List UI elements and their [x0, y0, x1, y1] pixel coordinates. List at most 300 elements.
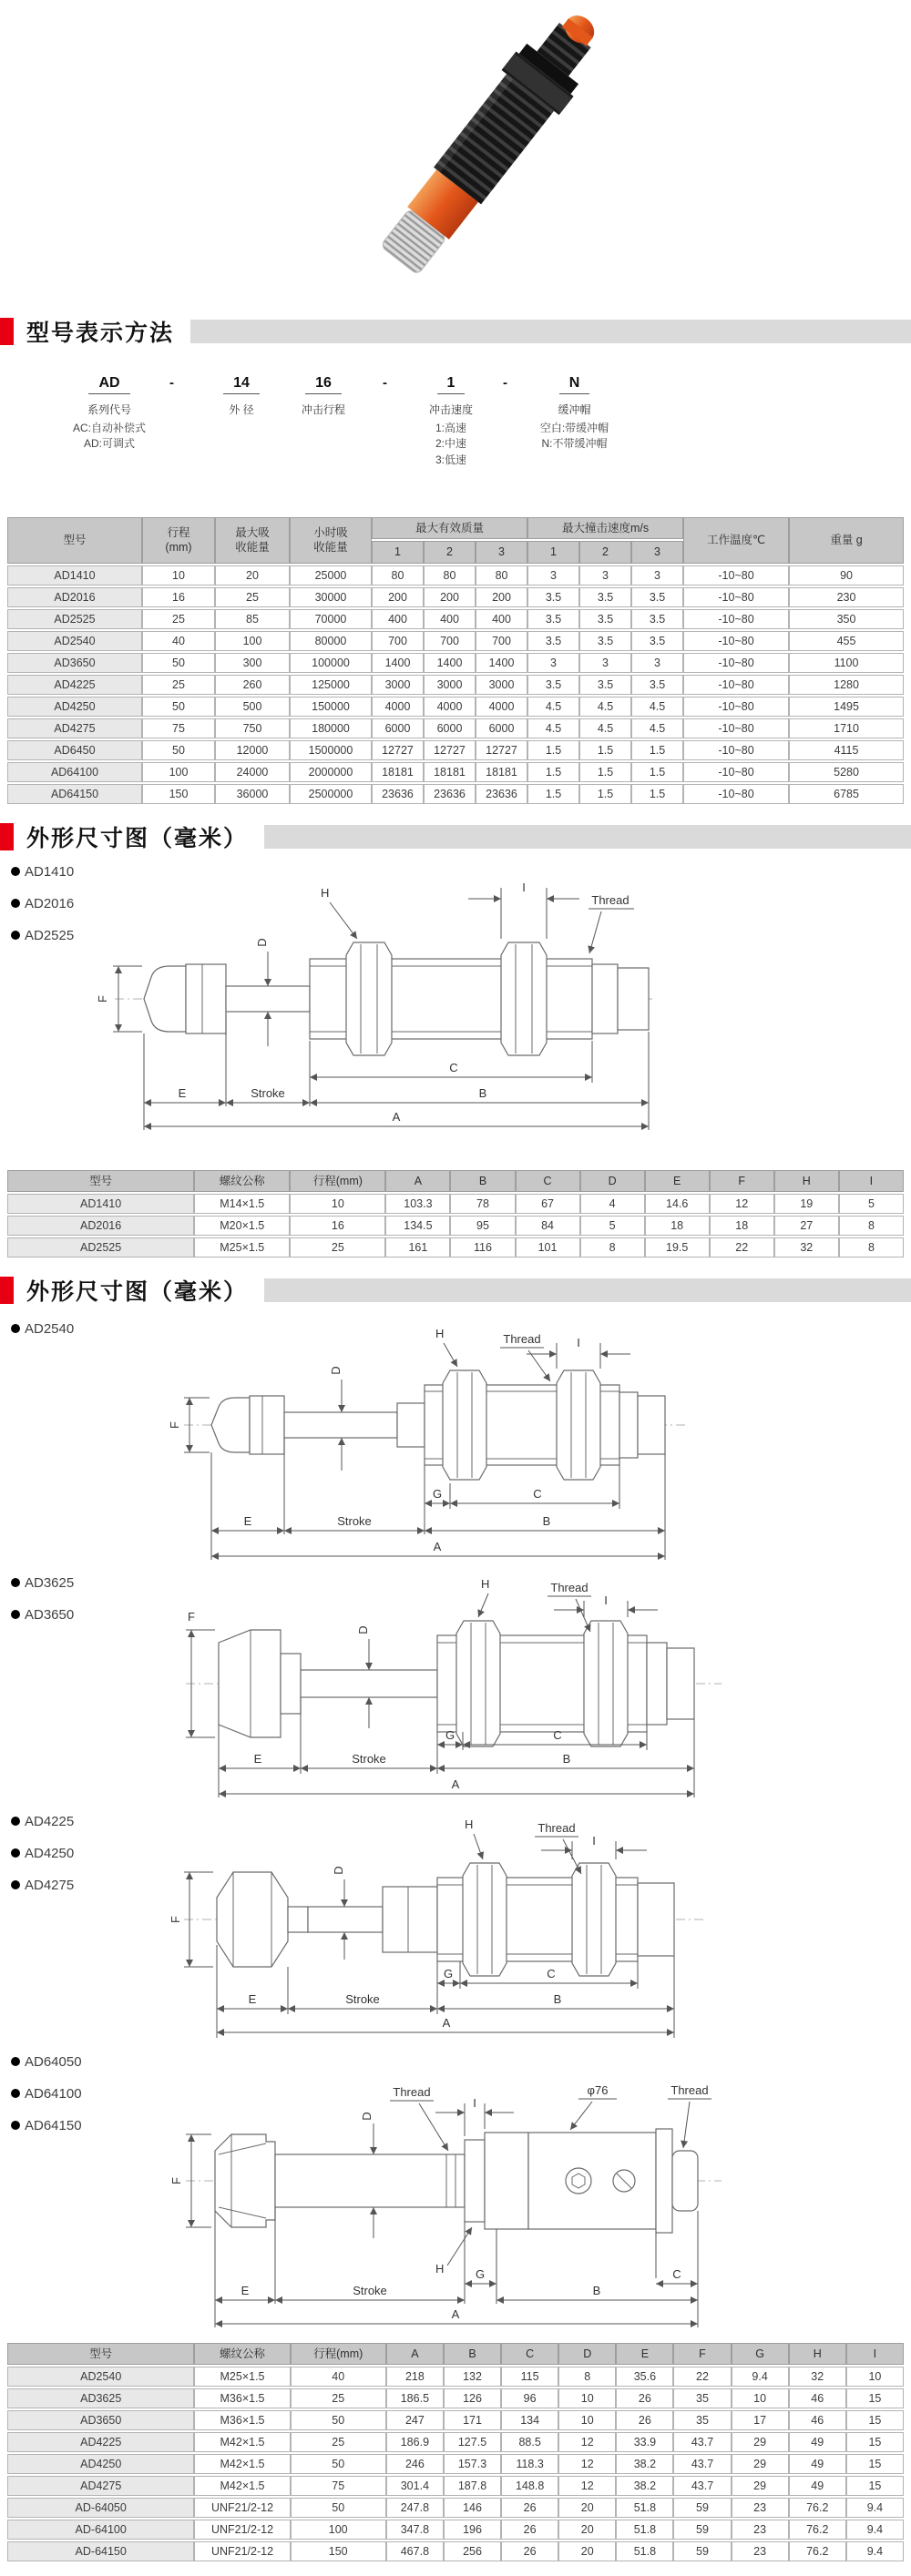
table-cell: 3.5 [527, 587, 579, 607]
table-cell: 26 [501, 2541, 558, 2561]
table-cell: 100 [142, 762, 215, 782]
col-header: H [789, 2343, 846, 2365]
col-temp: 工作温度℃ [683, 517, 789, 564]
table-cell: 246 [386, 2454, 444, 2474]
table-cell: 200 [476, 587, 527, 607]
table-cell: 59 [673, 2541, 731, 2561]
table-cell: 76.2 [789, 2541, 846, 2561]
table-cell: 23636 [476, 784, 527, 804]
dim-label-a: A [392, 1109, 401, 1124]
model-name: AD4250 [25, 1845, 75, 1861]
table-cell: 6000 [424, 718, 476, 738]
dim-label-d: D [329, 1366, 343, 1375]
table-cell: 6000 [476, 718, 527, 738]
table-cell: 23636 [372, 784, 424, 804]
shock-absorber-photo [370, 7, 616, 283]
bullet-icon [11, 1817, 20, 1826]
table-cell: 33.9 [616, 2432, 673, 2452]
list-item [11, 1814, 164, 1829]
dim-label-c: C [533, 1486, 542, 1501]
table-cell: AD2540 [7, 631, 142, 651]
table-cell: AD3650 [7, 2410, 194, 2430]
table-cell: AD4250 [7, 2454, 194, 2474]
absorber-outline [219, 1621, 694, 1746]
table-cell: -10~80 [683, 631, 789, 651]
dim-label-i: I [522, 880, 526, 894]
dims1-table [7, 1168, 904, 1259]
table-cell: UNF21/2-12 [194, 2520, 290, 2540]
bullet-icon [11, 1848, 20, 1858]
dim-label-g: G [443, 1966, 454, 1980]
table-cell: -10~80 [683, 609, 789, 629]
table-cell: 187.8 [444, 2476, 501, 2496]
col-header: C [501, 2343, 558, 2365]
table-cell: AD-64150 [7, 2541, 194, 2561]
table-cell: 84 [516, 1216, 580, 1236]
table-cell: M36×1.5 [194, 2388, 290, 2408]
table-cell: 300 [215, 653, 290, 673]
code-value: 14 [223, 375, 260, 394]
table-cell: -10~80 [683, 587, 789, 607]
table-cell: 23636 [424, 784, 476, 804]
dim-label-stroke: Stroke [337, 1513, 372, 1528]
table-cell: 24000 [215, 762, 290, 782]
dims2-table [7, 2341, 904, 2563]
table-cell: 4115 [789, 740, 904, 760]
table-cell: AD4225 [7, 675, 142, 695]
table-cell: 4.5 [579, 697, 631, 717]
red-marker [0, 823, 14, 850]
table-cell: 40 [142, 631, 215, 651]
col-stroke-line1: 行程 [167, 526, 190, 539]
table-cell: 40 [291, 2367, 386, 2387]
subcol: 2 [424, 541, 476, 563]
table-cell: 38.2 [616, 2476, 673, 2496]
table-cell: M42×1.5 [194, 2454, 290, 2474]
table-cell: 27 [774, 1216, 839, 1236]
table-cell: 134 [501, 2410, 558, 2430]
table-cell: 3 [631, 653, 683, 673]
table-cell: 25 [290, 1237, 385, 1257]
table-cell: 18181 [424, 762, 476, 782]
table-cell: 12 [558, 2432, 616, 2452]
dim-label-a: A [433, 1539, 442, 1553]
table-cell: M25×1.5 [194, 2367, 290, 2387]
model-list [11, 864, 74, 960]
col-header: I [846, 2343, 904, 2365]
code-note: 3:低速 [435, 453, 466, 466]
table-cell: 196 [444, 2520, 501, 2540]
dim-label-a: A [451, 2306, 460, 2321]
table-cell: 3.5 [631, 587, 683, 607]
table-cell: 36000 [215, 784, 290, 804]
col-max-energy-line2: 收能量 [235, 541, 270, 555]
table-cell: AD-64050 [7, 2498, 194, 2518]
dim-label-stroke: Stroke [352, 1751, 386, 1766]
table-cell: 25 [142, 609, 215, 629]
dim-label-c: C [449, 1060, 458, 1074]
table-cell: 14.6 [645, 1194, 710, 1214]
dim-label-i: I [473, 2095, 476, 2110]
table-cell: 51.8 [616, 2541, 673, 2561]
table-cell: 347.8 [386, 2520, 444, 2540]
code-value: AD [88, 375, 129, 394]
code-label: 外 径 [229, 403, 254, 416]
table-row [7, 2388, 904, 2408]
table-cell: -10~80 [683, 697, 789, 717]
table-cell: 50 [291, 2454, 386, 2474]
table-cell: 3000 [372, 675, 424, 695]
model-list [0, 1316, 164, 1353]
table-cell: 10 [142, 565, 215, 585]
table-cell: 16 [290, 1216, 385, 1236]
table-cell: 9.4 [846, 2498, 904, 2518]
table-cell: 20 [558, 2498, 616, 2518]
dim-label-thread: Thread [537, 1820, 576, 1835]
table-row [7, 1194, 904, 1214]
bullet-icon [11, 1610, 20, 1619]
col-stroke [142, 517, 215, 564]
col-header: H [774, 1170, 839, 1192]
list-item [11, 1846, 164, 1861]
dims2-group-ad36 [0, 1570, 911, 1805]
table-cell: 101 [516, 1237, 580, 1257]
dim-label-g: G [475, 2266, 486, 2281]
table-row [7, 762, 904, 782]
spec-table [7, 515, 904, 806]
model-list [0, 2049, 164, 2150]
model-name: AD64050 [25, 2053, 82, 2070]
model-name: AD64150 [25, 2117, 82, 2133]
table-cell: 17 [732, 2410, 789, 2430]
table-cell: 19 [774, 1194, 839, 1214]
code-part-diameter [205, 375, 278, 417]
table-cell: 4000 [372, 697, 424, 717]
table-cell: 9.4 [846, 2520, 904, 2540]
table-cell: 59 [673, 2520, 731, 2540]
table-cell: 400 [476, 609, 527, 629]
list-item [11, 2086, 164, 2102]
table-cell: 4.5 [527, 697, 579, 717]
table-cell: 4.5 [527, 718, 579, 738]
dim-label-f: F [96, 994, 109, 1003]
code-label: 冲击行程 [301, 403, 345, 416]
code-part-cap [508, 375, 640, 453]
dim-label-dia76: φ76 [587, 2082, 609, 2097]
table-cell: 29 [732, 2476, 789, 2496]
dim-label-h: H [435, 2261, 445, 2276]
table-cell: AD1410 [7, 565, 142, 585]
dim-label-b: B [478, 1085, 487, 1100]
table-cell: 80 [424, 565, 476, 585]
table-cell: 8 [839, 1237, 904, 1257]
table-cell: 3000 [424, 675, 476, 695]
table-cell: 88.5 [501, 2432, 558, 2452]
table-cell: 50 [291, 2498, 386, 2518]
col-header: E [645, 1170, 710, 1192]
table-cell: AD4275 [7, 2476, 194, 2496]
table-cell: 75 [291, 2476, 386, 2496]
table-cell: M25×1.5 [194, 1237, 290, 1257]
col-header: E [616, 2343, 673, 2365]
table-cell: -10~80 [683, 784, 789, 804]
code-notes [415, 421, 487, 468]
dims2-group-ad2540 [0, 1316, 911, 1566]
col-header: B [450, 1170, 515, 1192]
table-cell: 12 [710, 1194, 774, 1214]
table-cell: 1.5 [579, 784, 631, 804]
table-cell: 1.5 [579, 740, 631, 760]
table-cell: 12000 [215, 740, 290, 760]
table-cell: AD2525 [7, 609, 142, 629]
table-row [7, 718, 904, 738]
table-cell: M42×1.5 [194, 2476, 290, 2496]
table-cell: AD2525 [7, 1237, 194, 1257]
table-cell: 171 [444, 2410, 501, 2430]
table-cell: 157.3 [444, 2454, 501, 2474]
table-cell: 25000 [290, 565, 372, 585]
spec-table-header [7, 517, 904, 564]
section-header-dims1 [0, 820, 911, 853]
table-cell: 180000 [290, 718, 372, 738]
col-header: I [839, 1170, 904, 1192]
table-row [7, 587, 904, 607]
table-cell: 116 [450, 1237, 515, 1257]
code-note: N:不带缓冲帽 [541, 437, 608, 451]
code-note: 2:中速 [435, 437, 466, 451]
table-cell: 400 [372, 609, 424, 629]
model-name: AD1410 [25, 863, 75, 880]
dimension-drawing-ad42 [164, 1808, 711, 2045]
section-title-bar [264, 1278, 911, 1302]
table-cell: 20 [558, 2520, 616, 2540]
table-cell: 20 [558, 2541, 616, 2561]
table-cell: 3.5 [579, 609, 631, 629]
table-cell: 230 [789, 587, 904, 607]
section-header-model-code [0, 315, 911, 348]
table-cell: 29 [732, 2454, 789, 2474]
table-cell: 4.5 [631, 697, 683, 717]
table-cell: 90 [789, 565, 904, 585]
absorber-outline [144, 942, 649, 1055]
code-value: 1 [437, 375, 466, 394]
table-cell: 51.8 [616, 2520, 673, 2540]
subcol: 1 [527, 541, 579, 563]
bullet-icon [11, 2089, 20, 2098]
dim-label-c: C [547, 1966, 556, 1980]
list-item [11, 864, 74, 880]
dimension-drawing-ad2540 [164, 1316, 692, 1566]
table-cell: 455 [789, 631, 904, 651]
dim-label-d: D [332, 1866, 345, 1875]
table-cell: 75 [142, 718, 215, 738]
table-cell: 4.5 [631, 718, 683, 738]
col-hour-energy-line1: 小时吸 [313, 526, 348, 539]
model-name: AD3650 [25, 1606, 75, 1623]
table-cell: 115 [501, 2367, 558, 2387]
table-cell: 10 [290, 1194, 385, 1214]
col-max-mass: 最大有效质量 [372, 517, 527, 539]
col-header: F [710, 1170, 774, 1192]
table-cell: 67 [516, 1194, 580, 1214]
dims2-table-header [7, 2343, 904, 2365]
table-cell: 161 [385, 1237, 450, 1257]
table-cell: 700 [424, 631, 476, 651]
table-cell: 1.5 [579, 762, 631, 782]
table-cell: 3.5 [527, 631, 579, 651]
table-cell: AD2016 [7, 587, 142, 607]
table-cell: 49 [789, 2454, 846, 2474]
table-cell: 100 [291, 2520, 386, 2540]
table-cell: 1400 [424, 653, 476, 673]
absorber-outline [211, 1370, 665, 1480]
dim-label-c: C [553, 1727, 562, 1742]
table-cell: 8 [839, 1216, 904, 1236]
table-cell: 8 [580, 1237, 645, 1257]
table-cell: 12 [558, 2454, 616, 2474]
table-cell: 1.5 [527, 740, 579, 760]
section-title: 外形尺寸图（毫米） [26, 825, 249, 851]
table-cell: AD4225 [7, 2432, 194, 2452]
table-cell: AD2540 [7, 2367, 194, 2387]
table-cell: 18181 [476, 762, 527, 782]
product-photo-wrap [255, 0, 656, 300]
table-cell: 9.4 [732, 2367, 789, 2387]
dim-label-f: F [169, 1915, 182, 1923]
table-cell: AD2016 [7, 1216, 194, 1236]
col-header: 螺纹公称 [194, 2343, 290, 2365]
table-row [7, 784, 904, 804]
col-header: G [732, 2343, 789, 2365]
table-cell: 15 [846, 2454, 904, 2474]
table-row [7, 2520, 904, 2540]
col-stroke-line2: (mm) [165, 541, 192, 555]
dims2-group-ad42 [0, 1808, 911, 2045]
table-cell: 118.3 [501, 2454, 558, 2474]
table-cell: 5280 [789, 762, 904, 782]
section-title-bar [190, 320, 911, 343]
bullet-icon [11, 899, 20, 908]
table-cell: 103.3 [385, 1194, 450, 1214]
list-item [11, 896, 74, 911]
dims1-table-body [7, 1194, 904, 1257]
table-cell: 350 [789, 609, 904, 629]
table-cell: 46 [789, 2388, 846, 2408]
red-marker [0, 1277, 14, 1304]
table-cell: 5 [839, 1194, 904, 1214]
table-cell: 148.8 [501, 2476, 558, 2496]
table-cell: M42×1.5 [194, 2432, 290, 2452]
table-cell: 100000 [290, 653, 372, 673]
table-cell: 9.4 [846, 2541, 904, 2561]
model-code-diagram [0, 375, 911, 510]
table-cell: 10 [558, 2388, 616, 2408]
table-cell: 146 [444, 2498, 501, 2518]
table-cell: AD4275 [7, 718, 142, 738]
table-cell: 12727 [476, 740, 527, 760]
col-max-energy-line1: 最大吸 [235, 526, 270, 539]
section-title: 外形尺寸图（毫米） [26, 1278, 249, 1305]
table-cell: 46 [789, 2410, 846, 2430]
code-dash: - [503, 375, 507, 391]
table-row [7, 2432, 904, 2452]
col-header: 型号 [7, 2343, 194, 2365]
bullet-icon [11, 1324, 20, 1333]
dim-label-stroke: Stroke [353, 2283, 387, 2297]
table-cell: 134.5 [385, 1216, 450, 1236]
table-cell: 1100 [789, 653, 904, 673]
dimension-drawing-ad64 [164, 2049, 729, 2336]
table-cell: 125000 [290, 675, 372, 695]
col-model: 型号 [7, 517, 142, 564]
table-cell: M14×1.5 [194, 1194, 290, 1214]
table-cell: 200 [372, 587, 424, 607]
code-value: N [559, 375, 590, 394]
absorber-outline [215, 2129, 698, 2233]
table-cell: 95 [450, 1216, 515, 1236]
table-cell: 23 [732, 2541, 789, 2561]
table-cell: 76.2 [789, 2520, 846, 2540]
table-cell: 3.5 [631, 609, 683, 629]
dims1-block [0, 862, 911, 1163]
table-cell: 150000 [290, 697, 372, 717]
dim-label-g: G [445, 1727, 456, 1742]
table-cell: AD4250 [7, 697, 142, 717]
dim-label-f: F [188, 1609, 195, 1624]
table-cell: AD3650 [7, 653, 142, 673]
table-row [7, 675, 904, 695]
table-cell: 1400 [372, 653, 424, 673]
table-cell: 50 [142, 653, 215, 673]
table-cell: 4000 [424, 697, 476, 717]
code-dash: - [169, 375, 174, 391]
table-cell: 3.5 [579, 675, 631, 695]
table-cell: 49 [789, 2432, 846, 2452]
col-header: A [385, 1170, 450, 1192]
list-item [11, 1575, 164, 1591]
table-cell: 25 [291, 2388, 386, 2408]
bullet-icon [11, 2121, 20, 2130]
table-cell: 29 [732, 2432, 789, 2452]
table-cell: 1.5 [631, 784, 683, 804]
table-row [7, 2410, 904, 2430]
dim-label-e: E [253, 1751, 262, 1766]
table-cell: 49 [789, 2476, 846, 2496]
table-cell: 1.5 [631, 740, 683, 760]
table-cell: 38.2 [616, 2454, 673, 2474]
table-row [7, 2454, 904, 2474]
table-row [7, 2498, 904, 2518]
list-item [11, 928, 74, 943]
col-header: 行程(mm) [291, 2343, 386, 2365]
list-item [11, 2118, 164, 2133]
table-cell: 3 [579, 653, 631, 673]
col-hour-energy [290, 517, 372, 564]
table-cell: 1.5 [631, 762, 683, 782]
table-cell: 1.5 [527, 762, 579, 782]
dim-label-i: I [604, 1593, 608, 1607]
dim-label-c: C [672, 2266, 681, 2281]
code-dash: - [383, 375, 387, 391]
table-cell: 467.8 [386, 2541, 444, 2561]
table-cell: 400 [424, 609, 476, 629]
bullet-icon [11, 867, 20, 876]
table-cell: M36×1.5 [194, 2410, 290, 2430]
table-cell: 50 [142, 740, 215, 760]
table-cell: 35.6 [616, 2367, 673, 2387]
table-cell: 96 [501, 2388, 558, 2408]
code-label: 冲击速度 [428, 403, 473, 416]
